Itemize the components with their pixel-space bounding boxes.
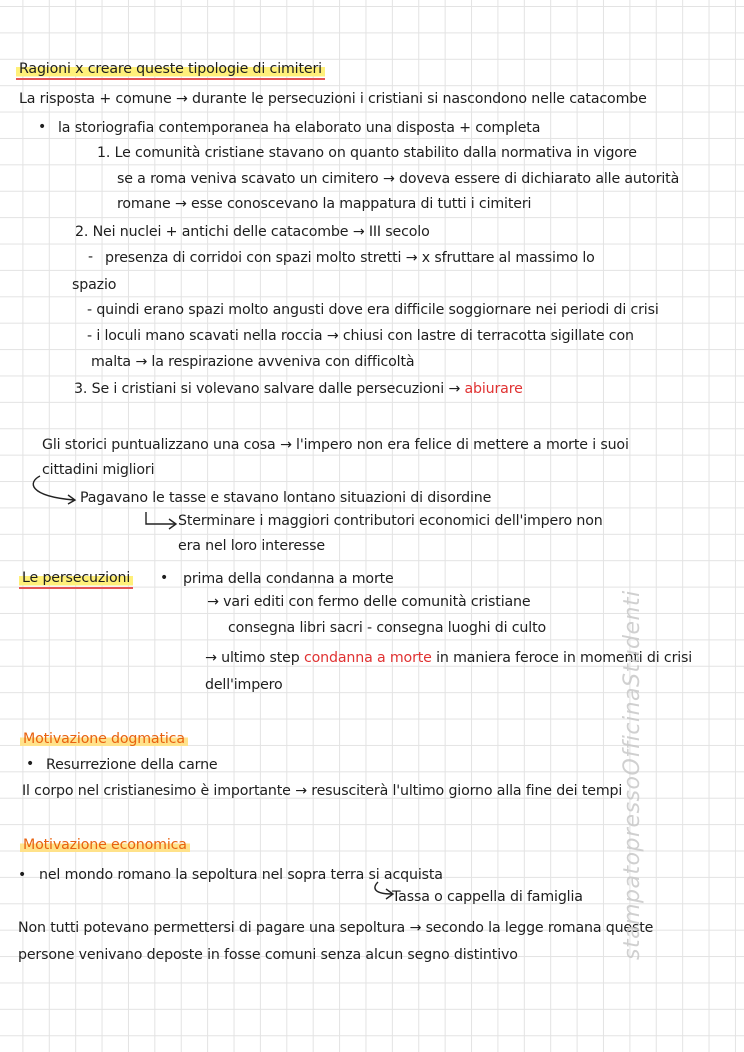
point1-line-c: romane → esse conoscevano la mappatura di tutti i cimiteri	[117, 196, 532, 212]
sterminare-line-a: Sterminare i maggiori contributori economici dell'impero non	[178, 513, 603, 529]
point1-line-a: 1. Le comunità cristiane stavano on quanto stabilito dalla normativa in vigore	[97, 145, 637, 161]
condanna-keyword: condanna a morte	[303, 650, 432, 666]
storici-line-b: cittadini migliori	[42, 462, 155, 478]
point2-line-e: - i loculi mano scavati nella roccia → chiusi con lastre di terracotta sigillate con	[87, 328, 634, 344]
point2-line-f: malta → la respirazione avveniva con difficoltà	[91, 354, 415, 370]
pers-impero-line: dell'impero	[205, 677, 283, 693]
watermark: stampatopressoOfficinaStudenti	[620, 590, 645, 960]
sterminare-line-b: era nel loro interesse	[178, 538, 325, 554]
pers-prima-line: prima della condanna a morte	[183, 571, 394, 587]
point3-line: 3. Se i cristiani si volevano salvare dalle persecuzioni → abiurare	[74, 381, 523, 397]
eco-mondo-line: nel mondo romano la sepoltura nel sopra terra si acquista	[39, 867, 443, 883]
abiurare-keyword: abiurare	[464, 381, 523, 397]
eco-tassa-line: Tassa o cappella di famiglia	[392, 889, 583, 905]
point2-line-c: spazio	[72, 277, 117, 293]
eco-persone-line: persone venivano deposte in fosse comuni senza alcun segno distintivo	[18, 947, 518, 963]
bullet-icon: •	[38, 119, 47, 135]
curved-arrow-icon	[26, 472, 80, 512]
pers-consegna-line: consegna libri sacri - consegna luoghi di culto	[228, 620, 547, 636]
text-storiografia: la storiografia contemporanea ha elaborato una disposta + completa	[58, 120, 541, 136]
dash-icon: -	[88, 249, 94, 265]
heading-ragioni: Ragioni x creare queste tipologie di cimiteri	[16, 60, 325, 78]
dog-resurrezione-line: Resurrezione della carne	[46, 757, 218, 773]
text-risposta: La risposta + comune → durante le persecuzioni i cristiani si nascondono nelle catacombe	[19, 91, 647, 107]
corner-arrow-icon	[143, 510, 179, 530]
point2-line-a: 2. Nei nuclei + antichi delle catacombe → III secolo	[75, 224, 430, 240]
pers-editti-line: → vari editi con fermo delle comunità cristiane	[207, 594, 531, 610]
point1-line-b: se a roma veniva scavato un cimitero → doveva essere di dichiarato alle autorità	[117, 171, 680, 187]
dog-corpo-line: Il corpo nel cristianesimo è importante → resusciterà l'ultimo giorno alla fine dei tempi	[22, 783, 623, 799]
bullet-icon: •	[18, 867, 27, 883]
heading-dogmatica: Motivazione dogmatica	[20, 730, 188, 748]
heading-economica: Motivazione economica	[20, 836, 190, 854]
point2-line-b: presenza di corridoi con spazi molto stretti → x sfruttare al massimo lo	[105, 250, 595, 266]
bullet-icon: •	[26, 756, 35, 772]
bullet-icon: •	[160, 570, 169, 586]
tasse-line: Pagavano le tasse e stavano lontano situazioni di disordine	[80, 490, 492, 506]
eco-non-tutti-line: Non tutti potevano permettersi di pagare una sepoltura → secondo la legge romana queste	[18, 920, 654, 936]
storici-line-a: Gli storici puntualizzano una cosa → l'impero non era felice di mettere a morte i suoi	[42, 437, 629, 453]
point2-line-d: - quindi erano spazi molto angusti dove era difficile soggiornare nei periodi di crisi	[87, 302, 659, 318]
pers-ultimo-line: → ultimo step condanna a morte in maniera feroce in momenti di crisi	[205, 650, 693, 666]
heading-persecuzioni: Le persecuzioni	[19, 569, 133, 587]
